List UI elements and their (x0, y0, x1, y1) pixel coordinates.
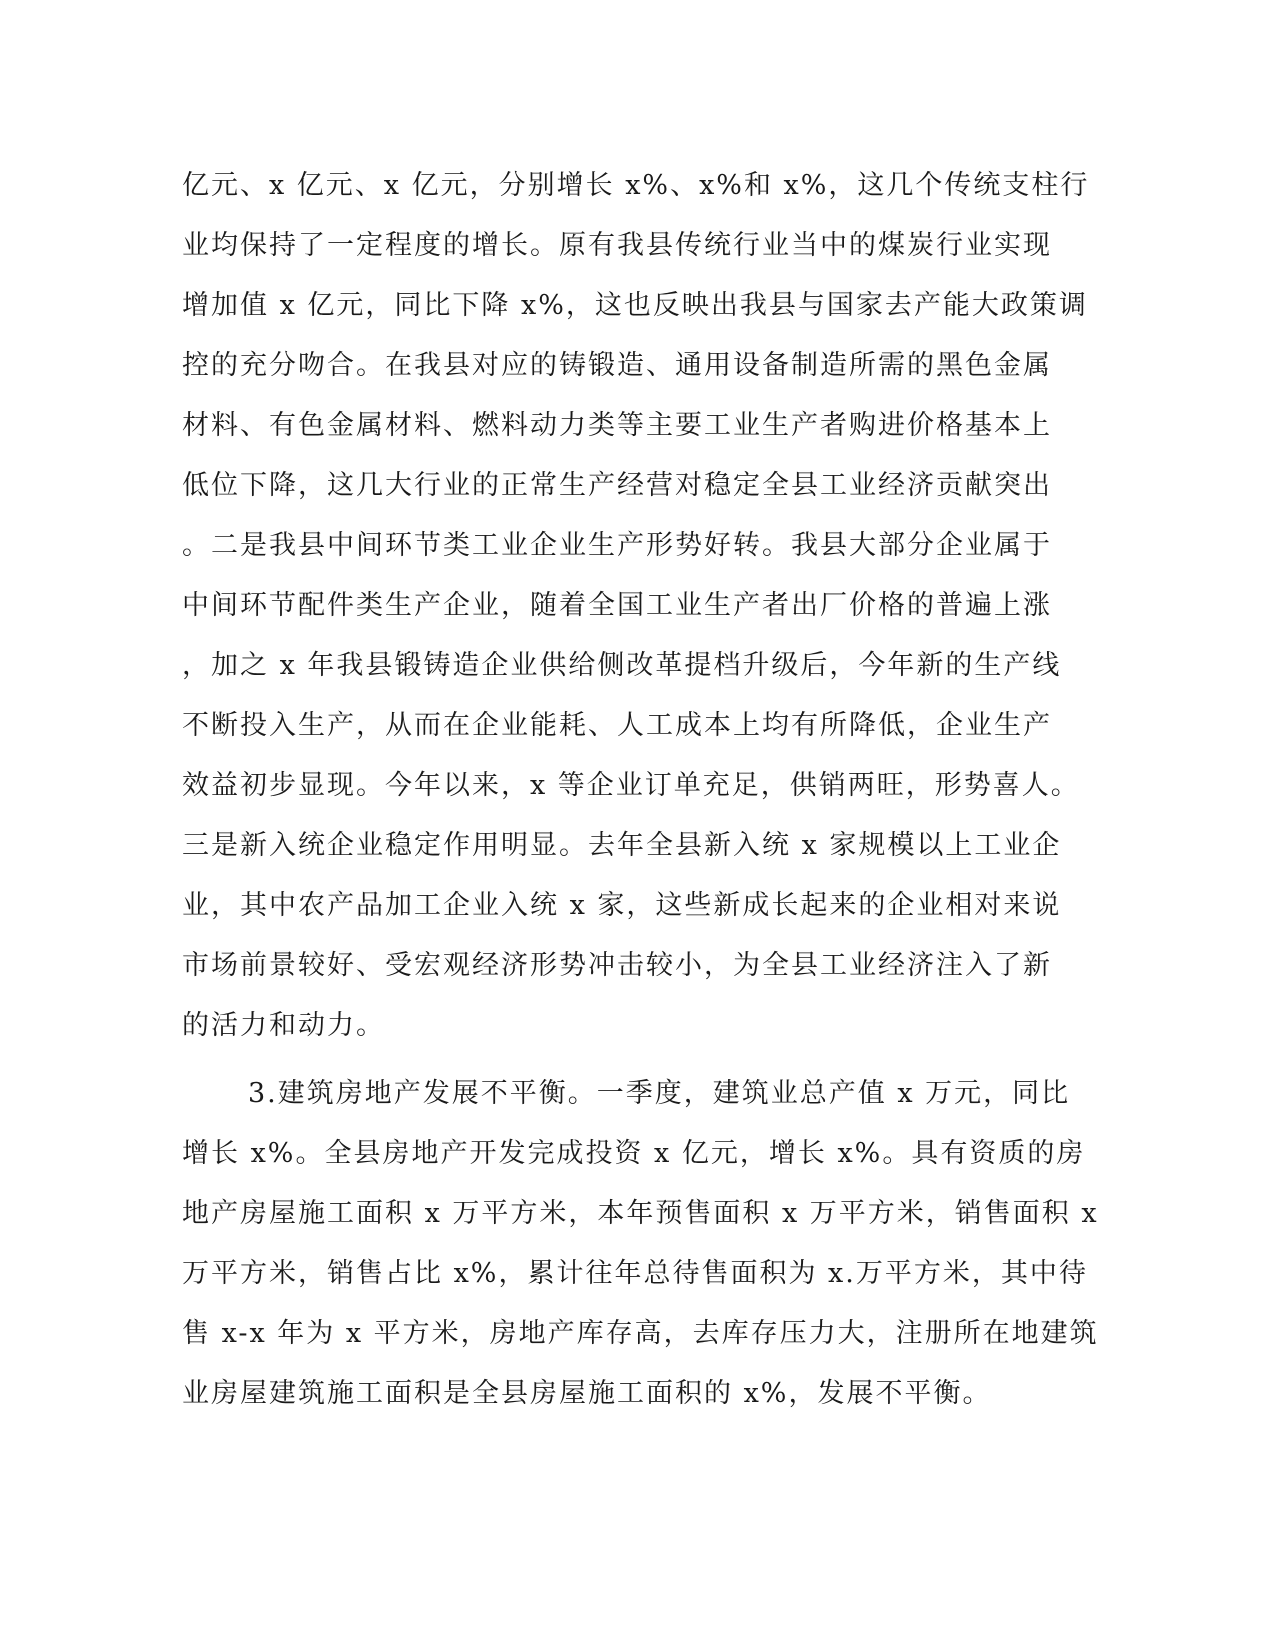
text-line: 中间环节配件类生产企业，随着全国工业生产者出厂价格的普遍上涨 (182, 590, 1052, 621)
text-line: 业房屋建筑施工面积是全县房屋施工面积的 x%，发展不平衡。 (182, 1378, 992, 1409)
text-line: 地产房屋施工面积 x 万平方米，本年预售面积 x 万平方米，销售面积 x (182, 1198, 1099, 1229)
text-line: 效益初步显现。今年以来，x 等企业订单充足，供销两旺，形势喜人。 (182, 770, 1080, 801)
text-line-first-indented: 3.建筑房地产发展不平衡。一季度，建筑业总产值 x 万元，同比 (248, 1078, 1071, 1109)
text-line: 材料、有色金属材料、燃料动力类等主要工业生产者购进价格基本上 (182, 410, 1052, 441)
text-line: ，加之 x 年我县锻铸造企业供给侧改革提档升级后，今年新的生产线 (182, 650, 1062, 681)
text-line: 业均保持了一定程度的增长。原有我县传统行业当中的煤炭行业实现 (182, 230, 1052, 261)
text-line: 增长 x%。全县房地产开发完成投资 x 亿元，增长 x%。具有资质的房 (182, 1138, 1086, 1169)
paragraph-industry (182, 156, 1090, 1056)
text-line: 万平方米，销售占比 x%，累计往年总待售面积为 x.万平方米，其中待 (182, 1258, 1088, 1289)
text-line: 低位下降，这几大行业的正常生产经营对稳定全县工业经济贡献突出 (182, 470, 1052, 501)
text-line: 增加值 x 亿元，同比下降 x%，这也反映出我县与国家去产能大政策调 (182, 290, 1088, 321)
text-line: 不断投入生产，从而在企业能耗、人工成本上均有所降低，企业生产 (182, 710, 1052, 741)
text-line: 售 x-x 年为 x 平方米，房地产库存高，去库存压力大，注册所在地建筑 (182, 1318, 1099, 1349)
text-line: 亿元、x 亿元、x 亿元，分别增长 x%、x%和 x%，这几个传统支柱行 (182, 170, 1090, 201)
text-line: 市场前景较好、受宏观经济形势冲击较小，为全县工业经济注入了新 (182, 950, 1052, 981)
document-body (182, 156, 1099, 1424)
text-line: 控的充分吻合。在我县对应的铸锻造、通用设备制造所需的黑色金属 (182, 350, 1052, 381)
text-line: 三是新入统企业稳定作用明显。去年全县新入统 x 家规模以上工业企 (182, 830, 1062, 861)
text-line: 。二是我县中间环节类工业企业生产形势好转。我县大部分企业属于 (182, 530, 1052, 561)
paragraph-real-estate (182, 1064, 1099, 1424)
text-line: 业，其中农产品加工企业入统 x 家，这些新成长起来的企业相对来说 (182, 890, 1062, 921)
text-line: 的活力和动力。 (182, 1010, 385, 1041)
paragraph-spacer (182, 1056, 1042, 1064)
